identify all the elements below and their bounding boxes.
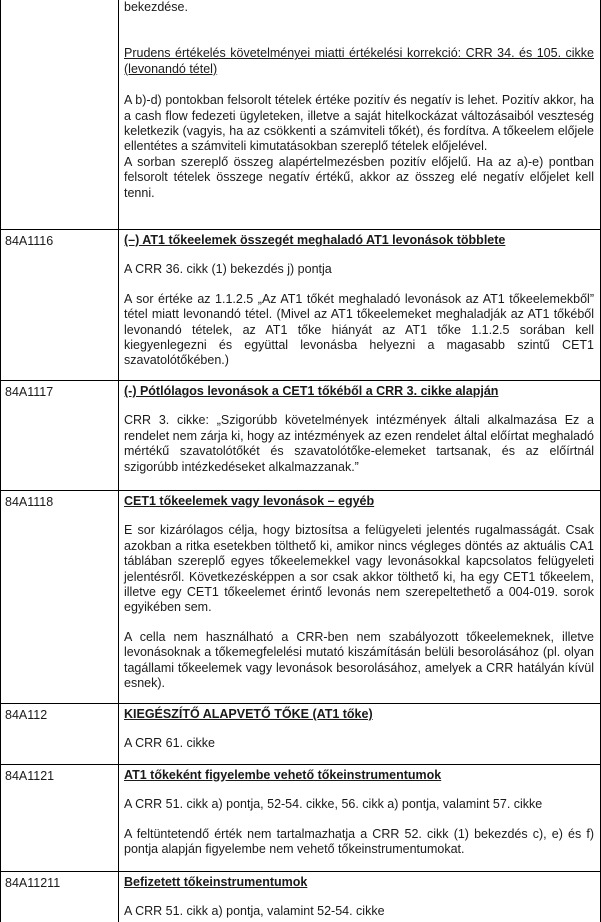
row-code: 84A1118 — [5, 495, 54, 509]
row-code: 84A11211 — [5, 876, 61, 890]
row-code: 84A112 — [5, 708, 48, 722]
row-text: A CRR 51. cikk a) pontja, valamint 52-54. cikke — [124, 904, 385, 919]
column-divider — [118, 0, 119, 922]
row-title: KIEGÉSZÍTŐ ALAPVETŐ TŐKE (AT1 tőke) — [124, 707, 373, 721]
row-text: A sor értéke az 1.1.2.5 „Az AT1 tőkét meghaladó levonások az AT1 tőkeelemekből” tétel miatt levonandó tétel. (Mivel az AT1 tőkeelemeket meghaladják az AT1 tőkéből levonandó tételek, az AT1 tőke hiányát az AT1 tőke 1.1.2.5 sorában kell kiegyenlegezni és együttal levonásba helyezni a magasabb szintű CET1 szavatolótőkében.) — [124, 291, 594, 368]
row-title: CET1 tőkeelemek vagy levonások – egyéb — [124, 494, 375, 508]
row-divider — [1, 871, 600, 872]
row-text: CRR 3. cikke: „Szigorúbb követelmények intézmények általi alkalmazása Ez a rendelet nem zárja ki, hogy az intézmények az ezen rendelet által előírtat meghaladó mértékű szavatolótőkét és szavatolótőke-elemeket tartsanak, és az előírtnál szigorúbb intézkedéseket alkalmazzanak.” — [124, 413, 594, 474]
row-text: A b)-d) pontokban felsorolt tételek értéke pozitív és negatív is lehet. Pozitív akkor, ha a cash flow fedezeti ügyleteken, illetve a saját hitelkockázat változásaiból veszteség keletkezik (vagyis, ha az csökkenti a számviteli tőkét), és fordítva. A tőkeelem előjele ellentétes a számviteli kimutatásokban szereplő tételek előjelével. — [124, 93, 594, 154]
row-title: (–) AT1 tőkeelemek összegét meghaladó AT1 levonások többlete — [124, 233, 506, 247]
table-row — [124, 384, 594, 475]
table-row — [124, 494, 594, 691]
table-row — [124, 707, 594, 752]
row-text: A sorban szereplő összeg alapértelmezésben pozitív előjelű. Ha az a)-e) pontban felsorolt tételek összege negatív értékű, akkor az összeg elé negatív előjelet kell tenni. — [124, 154, 594, 200]
row-title: Befizetett tőkeinstrumentumok — [124, 875, 308, 889]
prudent-valuation-text: Prudens értékelés követelményei miatti értékelési korrekció: CRR 34. és 105. cikke (levonandó tétel) — [124, 46, 594, 76]
row-divider — [1, 229, 600, 230]
row-text — [124, 46, 594, 77]
row-code: 84A1117 — [5, 385, 54, 399]
row-divider — [1, 764, 600, 765]
row-text: A feltüntetendő érték nem tartalmazhatja a CRR 52. cikk (1) bekezdés c), e) és f) pontja alapján figyelembe nem vehető tőkeinstrumentumokat. — [124, 826, 594, 857]
row-divider — [1, 380, 600, 381]
table-row-continuation — [124, 0, 594, 201]
table-row — [124, 233, 594, 369]
row-text: A CRR 51. cikk a) pontja, 52-54. cikke, 56. cikk a) pontja, valamint 57. cikke — [124, 797, 543, 812]
row-text: bekezdése. — [124, 0, 188, 14]
row-text: A CRR 61. cikke — [124, 736, 216, 751]
row-title: AT1 tőkeként figyelembe vehető tőkeinstrumentumok — [124, 768, 442, 782]
row-code: 84A1116 — [5, 234, 54, 248]
table-row — [124, 768, 594, 858]
row-code: 84A1121 — [5, 769, 55, 783]
table-row — [124, 875, 594, 920]
row-text: A cella nem használható a CRR-ben nem szabályozott tőkeelemeknek, illetve levonásoknak a tőkemegfelelési mutató kiszámításán belüli besorolásához (pl. olyan tagállami tőkeelemek vagy levonások besorolásához, amelyek a CRR hatályán kívül esnek). — [124, 629, 594, 691]
row-divider — [1, 490, 600, 491]
row-text: E sor kizárólagos célja, hogy biztosítsa a felügyeleti jelentés rugalmasságát. Csak azokban a ritka esetekben tölthető ki, amikor nincs végleges döntés az aktuális CA1 táblában szereplő egyes tőkeelemekkel vagy levonásokkal kapcsolatos felügyeleti jelentésről. Következésképpen a sor csak akkor tölthető ki, ha egy CET1 tőkeelem, illetve egy CET1 tőkeelemet érintő levonás nem szerepeltethető a 004-019. sorok egyikében sem. — [124, 523, 594, 615]
row-text: A CRR 36. cikk (1) bekezdés j) pontja — [124, 262, 332, 277]
row-divider — [1, 703, 600, 704]
row-title: (-) Pótlólagos levonások a CET1 tőkéből a CRR 3. cikke alapján — [124, 384, 499, 398]
